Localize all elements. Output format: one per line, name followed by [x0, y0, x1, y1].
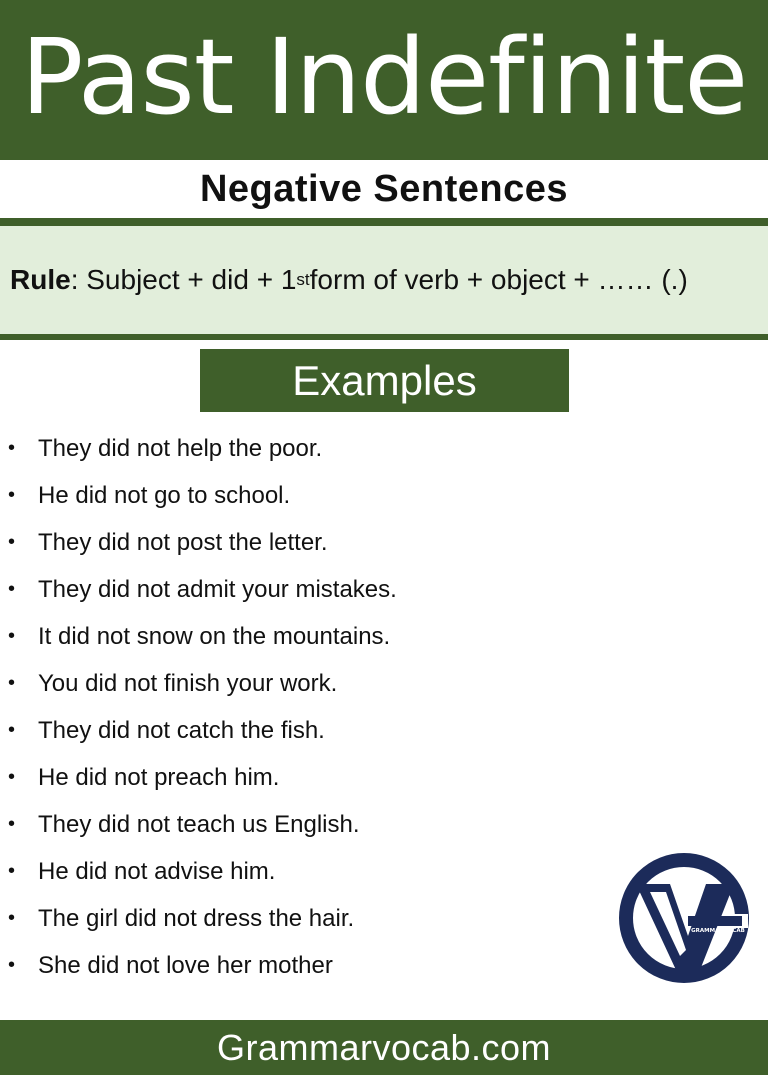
list-item — [0, 425, 600, 472]
list-item — [0, 519, 600, 566]
list-item-text: The girl did not dress the hair. — [38, 905, 355, 932]
bullet-icon: • — [8, 484, 16, 506]
bullet-icon: • — [8, 531, 16, 553]
bullet-icon: • — [8, 907, 16, 929]
list-item-text: He did not advise him. — [38, 858, 276, 885]
footer-site: Grammarvocab.com — [0, 1020, 768, 1075]
list-item — [0, 848, 600, 895]
list-item-text: They did not catch the fish. — [38, 717, 325, 744]
list-item — [0, 707, 600, 754]
list-item — [0, 754, 600, 801]
list-item — [0, 895, 600, 942]
examples-list — [0, 425, 600, 989]
rule-text-before: : Subject + did + 1 — [70, 264, 297, 295]
page-title: Past Indefinite — [20, 16, 748, 138]
page-subtitle: Negative Sentences — [199, 167, 569, 210]
list-item-text: She did not love her mother — [38, 952, 333, 979]
logo-text: GRAMMARVOCAB — [691, 928, 745, 934]
list-item-text: They did not help the poor. — [38, 435, 323, 462]
list-item-text: He did not go to school. — [38, 482, 291, 509]
bullet-icon: • — [8, 437, 16, 459]
list-item — [0, 660, 600, 707]
list-item-text: They did not teach us English. — [38, 811, 360, 838]
bullet-icon: • — [8, 766, 16, 788]
list-item-text: They did not admit your mistakes. — [38, 576, 397, 603]
list-item-text: You did not finish your work. — [38, 670, 338, 697]
rule-label: Rule — [10, 264, 71, 295]
list-item — [0, 942, 600, 989]
list-item-text: He did not preach him. — [38, 764, 280, 791]
rule-text-after: form of verb + object + …… (.) — [309, 264, 688, 295]
bullet-icon: • — [8, 578, 16, 600]
bullet-icon: • — [8, 719, 16, 741]
bullet-icon: • — [8, 954, 16, 976]
bullet-icon: • — [8, 813, 16, 835]
bullet-icon: • — [8, 625, 16, 647]
list-item — [0, 472, 600, 519]
title-band — [0, 0, 768, 160]
list-item-text: It did not snow on the mountains. — [38, 623, 391, 650]
rule-box: Rule : Subject + did + 1 st form of verb + object + …… (.) — [0, 218, 768, 340]
examples-heading: Examples — [200, 349, 569, 412]
list-item — [0, 566, 600, 613]
bullet-icon: • — [8, 672, 16, 694]
list-item — [0, 801, 600, 848]
list-item — [0, 613, 600, 660]
bullet-icon: • — [8, 860, 16, 882]
grammarvocab-logo — [618, 852, 750, 984]
list-item-text: They did not post the letter. — [38, 529, 328, 556]
